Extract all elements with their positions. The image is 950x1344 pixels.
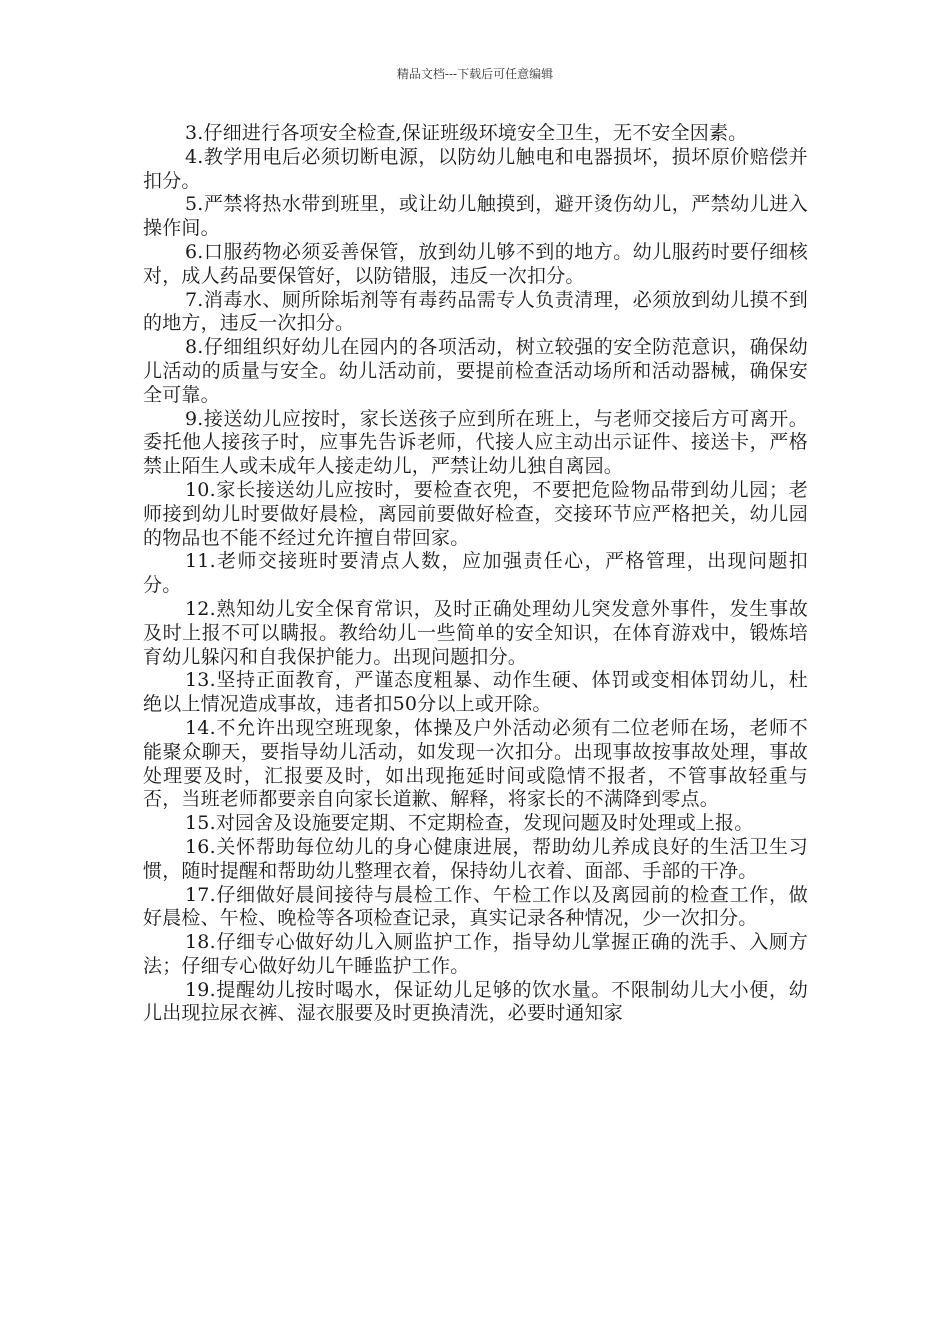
paragraph-9: 9.接送幼儿应按时，家长送孩子应到所在班上，与老师交接后方可离开。委托他人接孩子时，应事先告诉老师，代接人应主动出示证件、接送卡，严格禁止陌生人或未成年人接走幼儿，严禁让幼儿独自离园。 — [143, 407, 808, 478]
page-header: 精品文档---下载后可任意编辑 — [396, 67, 554, 81]
paragraph-8: 8.仔细组织好幼儿在园内的各项活动，树立较强的安全防范意识，确保幼儿活动的质量与安全。幼儿活动前，要提前检查活动场所和活动器械，确保安全可靠。 — [143, 336, 808, 406]
paragraph-14: 14.不允许出现空班现象，体操及户外活动必须有二位老师在场，老师不能聚众聊天，要指导幼儿活动，如发现一次扣分。出现事故按事故处理，事故处理要及时，汇报要及时，如出现拖延时间或隐情不报者，不管事故轻重与否，当班老师都要亲自向家长道歉、解释，将家长的不满降到零点。 — [143, 716, 808, 811]
document-body — [143, 122, 808, 1026]
paragraph-3: 3.仔细进行各项安全检查,保证班级环境安全卫生，无不安全因素。 — [185, 122, 748, 144]
paragraph-16: 16.关怀帮助每位幼儿的身心健康进展，帮助幼儿养成良好的生活卫生习惯，随时提醒和帮助幼儿整理衣着，保持幼儿衣着、面部、手部的干净。 — [143, 835, 808, 882]
paragraph-15: 15.对园舍及设施要定期、不定期检查，发现问题及时处理或上报。 — [185, 812, 754, 835]
paragraph-17: 17.仔细做好晨间接待与晨检工作、午检工作以及离园前的检查工作，做好晨检、午检、晚检等各项检查记录，真实记录各种情况，少一次扣分。 — [143, 883, 808, 930]
paragraph-12: 12.熟知幼儿安全保育常识，及时正确处理幼儿突发意外事件，发生事故及时上报不可以瞒报。教给幼儿一些简单的安全知识，在体育游戏中，锻炼培育幼儿躲闪和自我保护能力。出现问题扣分。 — [143, 597, 808, 668]
paragraph-19: 19.提醒幼儿按时喝水，保证幼儿足够的饮水量。不限制幼儿大小便，幼儿出现拉尿衣裤、湿衣服要及时更换清洗，必要时通知家 — [143, 978, 808, 1025]
paragraph-6: 6.口服药物必须妥善保管，放到幼儿够不到的地方。幼儿服药时要仔细核对，成人药品要保管好，以防错服，违反一次扣分。 — [143, 240, 808, 287]
paragraph-18: 18.仔细专心做好幼儿入厕监护工作，指导幼儿掌握正确的洗手、入厕方法；仔细专心做好幼儿午睡监护工作。 — [143, 931, 808, 977]
paragraph-4: 4.教学用电后必须切断电源，以防幼儿触电和电器损坏，损坏原价赔偿并扣分。 — [143, 145, 808, 192]
paragraph-5: 5.严禁将热水带到班里，或让幼儿触摸到，避开烫伤幼儿，严禁幼儿进入操作间。 — [143, 193, 808, 240]
paragraph-10: 10.家长接送幼儿应按时，要检查衣兜，不要把危险物品带到幼儿园；老师接到幼儿时要做好晨检，离园前要做好检查，交接环节应严格把关，幼儿园的物品也不能不经过允许擅自带回家。 — [143, 478, 808, 549]
paragraph-7: 7.消毒水、厕所除垢剂等有毒药品需专人负责清理，必须放到幼儿摸不到的地方，违反一次扣分。 — [143, 288, 808, 335]
paragraph-13: 13.坚持正面教育，严谨态度粗暴、动作生硬、体罚或变相体罚幼儿，杜绝以上情况造成事故，违者扣50分以上或开除。 — [143, 669, 808, 716]
paragraph-11: 11.老师交接班时要清点人数，应加强责任心，严格管理，出现问题扣分。 — [143, 550, 808, 597]
